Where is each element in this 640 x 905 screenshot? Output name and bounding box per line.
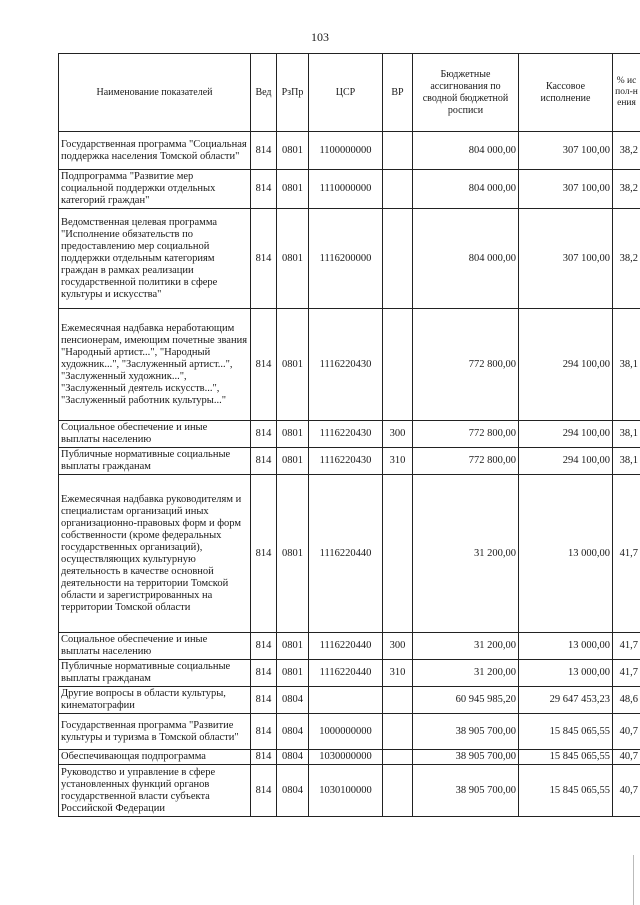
table-row bbox=[59, 209, 640, 309]
cell-csr: 1030000000 bbox=[309, 750, 383, 765]
cell-percent: 38,1 bbox=[613, 421, 640, 448]
cell-budget: 38 905 700,00 bbox=[413, 714, 519, 750]
cell-percent: 40,7 bbox=[613, 750, 640, 765]
cell-ved: 814 bbox=[251, 714, 277, 750]
cell-percent: 40,7 bbox=[613, 765, 640, 817]
cell-rzpr: 0801 bbox=[277, 421, 309, 448]
cell-vr bbox=[383, 209, 413, 309]
cell-csr: 1116220430 bbox=[309, 448, 383, 475]
cell-budget: 772 800,00 bbox=[413, 421, 519, 448]
cell-ved: 814 bbox=[251, 687, 277, 714]
cell-csr: 1116220440 bbox=[309, 660, 383, 687]
cell-rzpr: 0804 bbox=[277, 714, 309, 750]
cell-percent: 48,6 bbox=[613, 687, 640, 714]
table-row bbox=[59, 421, 640, 448]
column-header-ved: Вед bbox=[251, 54, 277, 132]
budget-execution-table bbox=[58, 53, 640, 817]
table-row bbox=[59, 170, 640, 209]
cell-vr bbox=[383, 687, 413, 714]
cell-ved: 814 bbox=[251, 309, 277, 421]
cell-name: Подпрограмма "Развитие мер социальной поддержки отдельных категорий граждан" bbox=[59, 170, 251, 209]
cell-percent: 38,1 bbox=[613, 309, 640, 421]
cell-cash: 307 100,00 bbox=[519, 132, 613, 170]
cell-cash: 294 100,00 bbox=[519, 421, 613, 448]
column-header-budget: Бюджетные ассигнования по сводной бюджетной росписи bbox=[413, 54, 519, 132]
cell-csr bbox=[309, 687, 383, 714]
column-header-csr: ЦСР bbox=[309, 54, 383, 132]
cell-vr bbox=[383, 309, 413, 421]
cell-rzpr: 0804 bbox=[277, 687, 309, 714]
cell-cash: 15 845 065,55 bbox=[519, 750, 613, 765]
cell-cash: 15 845 065,55 bbox=[519, 714, 613, 750]
table-header-row bbox=[59, 54, 640, 132]
cell-ved: 814 bbox=[251, 448, 277, 475]
cell-vr: 310 bbox=[383, 660, 413, 687]
column-header-name: Наименование показателей bbox=[59, 54, 251, 132]
cell-percent: 38,2 bbox=[613, 209, 640, 309]
cell-vr bbox=[383, 750, 413, 765]
table-row bbox=[59, 750, 640, 765]
cell-ved: 814 bbox=[251, 750, 277, 765]
cell-vr: 310 bbox=[383, 448, 413, 475]
cell-cash: 307 100,00 bbox=[519, 209, 613, 309]
cell-cash: 15 845 065,55 bbox=[519, 765, 613, 817]
cell-vr: 300 bbox=[383, 421, 413, 448]
cell-csr: 1116220430 bbox=[309, 309, 383, 421]
cell-vr bbox=[383, 170, 413, 209]
table-row bbox=[59, 765, 640, 817]
cell-ved: 814 bbox=[251, 765, 277, 817]
column-header-percent: % испол-нения bbox=[613, 54, 640, 132]
table-row bbox=[59, 309, 640, 421]
cell-percent: 41,7 bbox=[613, 475, 640, 633]
cell-rzpr: 0801 bbox=[277, 132, 309, 170]
page-edge-mark bbox=[633, 855, 640, 905]
cell-budget: 31 200,00 bbox=[413, 633, 519, 660]
cell-csr: 1116220430 bbox=[309, 421, 383, 448]
cell-budget: 804 000,00 bbox=[413, 209, 519, 309]
cell-rzpr: 0804 bbox=[277, 750, 309, 765]
cell-name: Ежемесячная надбавка руководителям и специалистам организаций иных организационно-правовых форм и форм собственности (кроме федеральных государственных организаций), осуществляющих культурную деятельность в качестве основной деятельности на территории Томской области и зарегистрированных на территории Томской области bbox=[59, 475, 251, 633]
cell-rzpr: 0801 bbox=[277, 660, 309, 687]
cell-ved: 814 bbox=[251, 209, 277, 309]
cell-ved: 814 bbox=[251, 170, 277, 209]
cell-vr bbox=[383, 765, 413, 817]
cell-budget: 772 800,00 bbox=[413, 309, 519, 421]
cell-cash: 29 647 453,23 bbox=[519, 687, 613, 714]
cell-csr: 1110000000 bbox=[309, 170, 383, 209]
cell-ved: 814 bbox=[251, 132, 277, 170]
cell-name: Государственная программа "Развитие культуры и туризма в Томской области" bbox=[59, 714, 251, 750]
column-header-cash: Кассовое исполнение bbox=[519, 54, 613, 132]
cell-ved: 814 bbox=[251, 660, 277, 687]
cell-rzpr: 0801 bbox=[277, 209, 309, 309]
cell-budget: 772 800,00 bbox=[413, 448, 519, 475]
cell-percent: 38,2 bbox=[613, 132, 640, 170]
cell-ved: 814 bbox=[251, 633, 277, 660]
cell-name: Государственная программа "Социальная поддержка населения Томской области" bbox=[59, 132, 251, 170]
table-row bbox=[59, 475, 640, 633]
cell-percent: 38,2 bbox=[613, 170, 640, 209]
cell-percent: 38,1 bbox=[613, 448, 640, 475]
table-row bbox=[59, 633, 640, 660]
cell-csr: 1030100000 bbox=[309, 765, 383, 817]
cell-csr: 1000000000 bbox=[309, 714, 383, 750]
cell-vr bbox=[383, 475, 413, 633]
cell-rzpr: 0801 bbox=[277, 633, 309, 660]
page-number: 103 bbox=[311, 30, 329, 44]
table-row bbox=[59, 660, 640, 687]
cell-vr bbox=[383, 132, 413, 170]
table-row bbox=[59, 448, 640, 475]
cell-rzpr: 0801 bbox=[277, 309, 309, 421]
cell-csr: 1116220440 bbox=[309, 633, 383, 660]
cell-budget: 60 945 985,20 bbox=[413, 687, 519, 714]
table-row bbox=[59, 714, 640, 750]
table-row bbox=[59, 132, 640, 170]
cell-name: Ежемесячная надбавка неработающим пенсионерам, имеющим почетные звания "Народный артист...", "Народный художник...", "Заслуженный артист...", "Заслуженный художник...", "Заслуженный деятель искусств...", "Заслуженный работник культуры..." bbox=[59, 309, 251, 421]
cell-rzpr: 0801 bbox=[277, 170, 309, 209]
cell-name: Социальное обеспечение и иные выплаты населению bbox=[59, 633, 251, 660]
cell-rzpr: 0801 bbox=[277, 448, 309, 475]
cell-cash: 294 100,00 bbox=[519, 309, 613, 421]
cell-cash: 294 100,00 bbox=[519, 448, 613, 475]
cell-name: Публичные нормативные социальные выплаты гражданам bbox=[59, 660, 251, 687]
column-header-rzpr: РзПр bbox=[277, 54, 309, 132]
cell-ved: 814 bbox=[251, 421, 277, 448]
cell-budget: 38 905 700,00 bbox=[413, 765, 519, 817]
cell-cash: 13 000,00 bbox=[519, 660, 613, 687]
cell-percent: 41,7 bbox=[613, 660, 640, 687]
cell-rzpr: 0804 bbox=[277, 765, 309, 817]
cell-csr: 1116220440 bbox=[309, 475, 383, 633]
table-body bbox=[59, 132, 640, 817]
cell-name: Ведомственная целевая программа "Исполнение обязательств по предоставлению мер социальной поддержки отдельным категориям граждан в рамках реализации государственной политики в сфере культуры и искусства" bbox=[59, 209, 251, 309]
cell-cash: 13 000,00 bbox=[519, 475, 613, 633]
table-row bbox=[59, 687, 640, 714]
cell-budget: 31 200,00 bbox=[413, 475, 519, 633]
cell-percent: 41,7 bbox=[613, 633, 640, 660]
cell-budget: 31 200,00 bbox=[413, 660, 519, 687]
cell-budget: 38 905 700,00 bbox=[413, 750, 519, 765]
column-header-vr: ВР bbox=[383, 54, 413, 132]
cell-name: Обеспечивающая подпрограмма bbox=[59, 750, 251, 765]
cell-budget: 804 000,00 bbox=[413, 132, 519, 170]
cell-name: Другие вопросы в области культуры, кинематографии bbox=[59, 687, 251, 714]
cell-name: Социальное обеспечение и иные выплаты населению bbox=[59, 421, 251, 448]
cell-name: Публичные нормативные социальные выплаты гражданам bbox=[59, 448, 251, 475]
cell-cash: 307 100,00 bbox=[519, 170, 613, 209]
cell-vr bbox=[383, 714, 413, 750]
cell-csr: 1100000000 bbox=[309, 132, 383, 170]
cell-cash: 13 000,00 bbox=[519, 633, 613, 660]
cell-budget: 804 000,00 bbox=[413, 170, 519, 209]
cell-name: Руководство и управление в сфере установленных функций органов государственной власти субъекта Российской Федерации bbox=[59, 765, 251, 817]
cell-vr: 300 bbox=[383, 633, 413, 660]
cell-rzpr: 0801 bbox=[277, 475, 309, 633]
cell-csr: 1116200000 bbox=[309, 209, 383, 309]
cell-percent: 40,7 bbox=[613, 714, 640, 750]
cell-ved: 814 bbox=[251, 475, 277, 633]
